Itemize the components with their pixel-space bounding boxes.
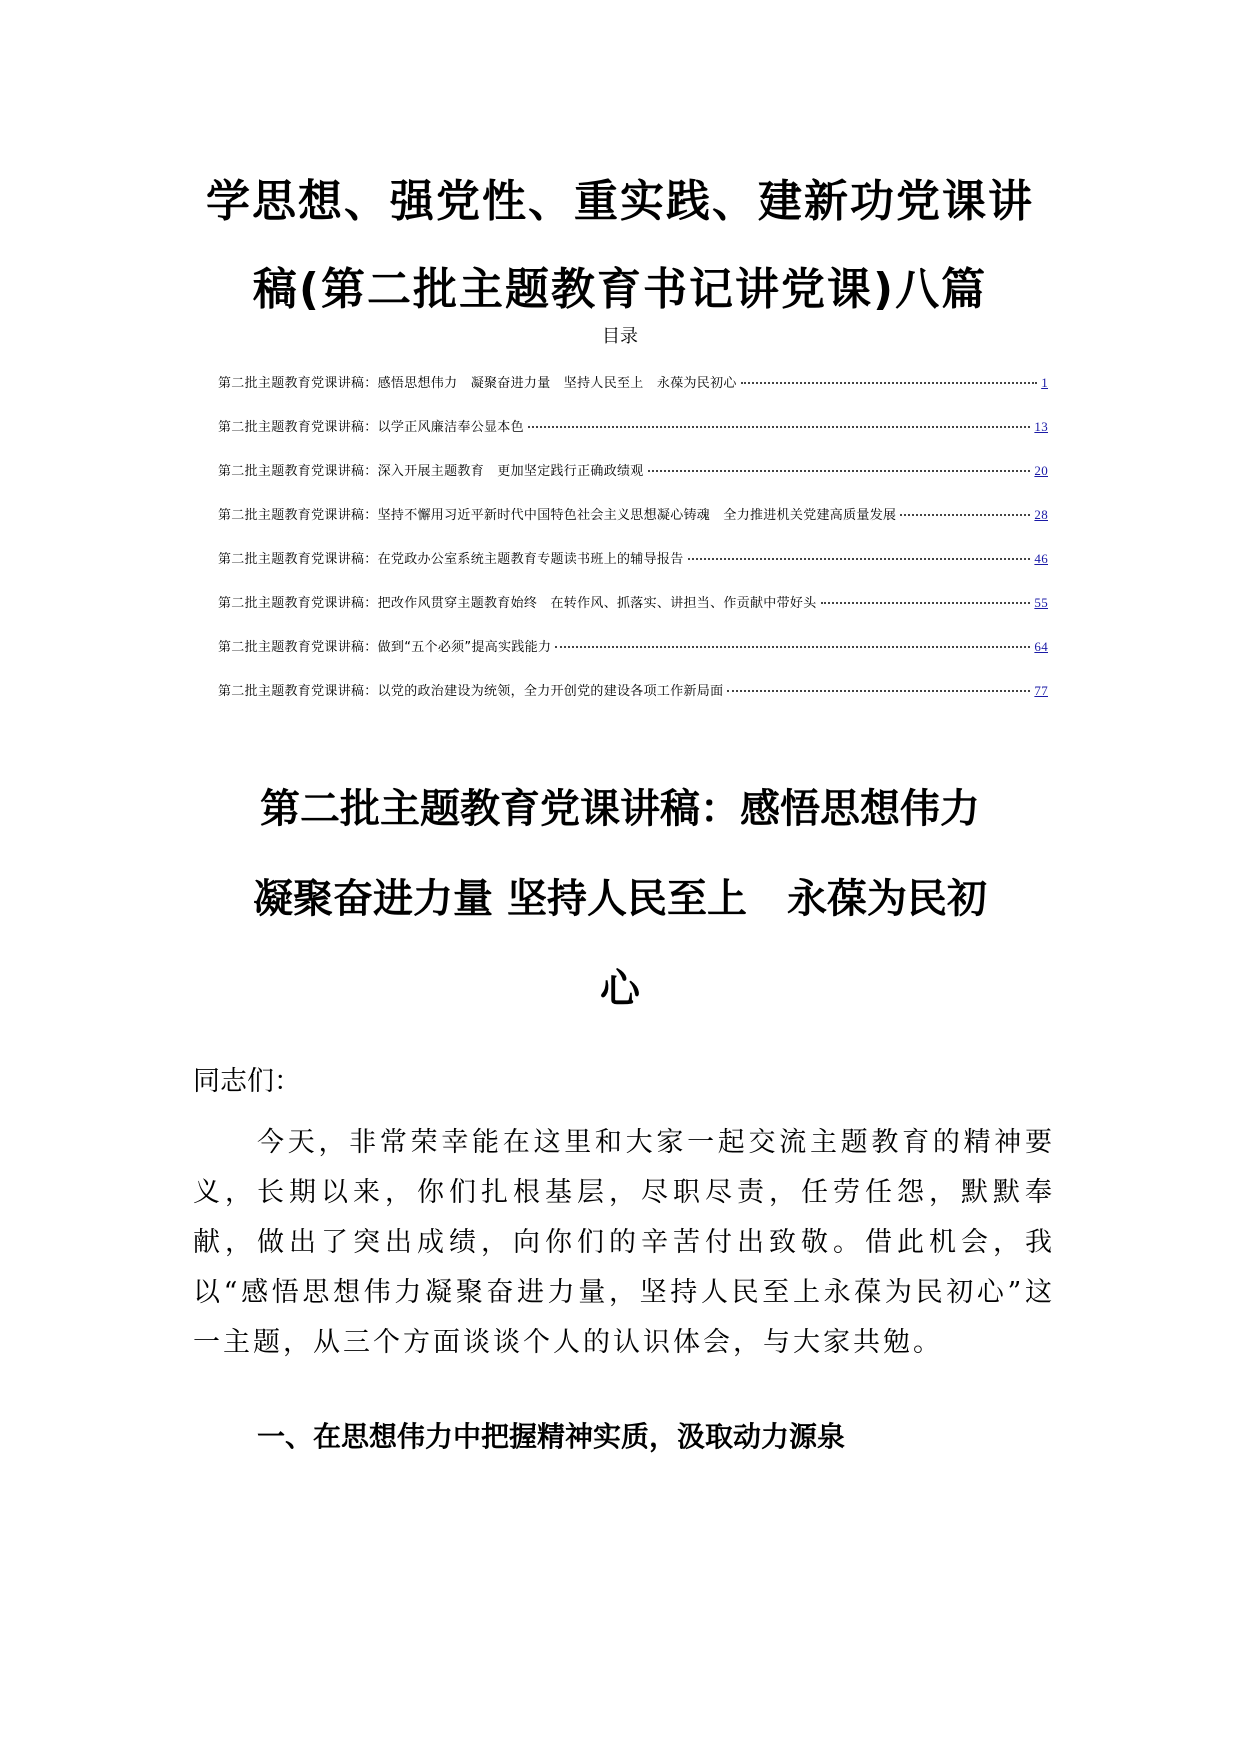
- section-title-line-3: 心: [600, 966, 640, 1012]
- toc-entry[interactable]: [218, 592, 1048, 636]
- toc-entry-text: 第二批主题教育党课讲稿：在党政办公室系统主题教育专题读书班上的辅导报告: [218, 552, 684, 567]
- toc-page-link[interactable]: 28: [1034, 507, 1048, 522]
- section-title: [150, 764, 1090, 1034]
- toc-leader-dots: [741, 382, 1037, 384]
- toc-page-link[interactable]: 64: [1034, 639, 1048, 654]
- section-title-line-2: 凝聚奋进力量 坚持人民至上 永葆为民初: [253, 876, 987, 922]
- toc-entry[interactable]: [218, 548, 1048, 592]
- toc-entry-text: 第二批主题教育党课讲稿：以学正风廉洁奉公显本色: [218, 420, 524, 435]
- toc-leader-dots: [821, 602, 1031, 604]
- toc-entry[interactable]: [218, 504, 1048, 548]
- toc-entry[interactable]: [218, 460, 1048, 504]
- toc-leader-dots: [555, 646, 1030, 648]
- toc-entry[interactable]: [218, 636, 1048, 680]
- table-of-contents: [218, 372, 1048, 724]
- toc-page-link[interactable]: 55: [1034, 595, 1048, 610]
- document-title-line-2: 稿(第二批主题教育书记讲党课)八篇: [252, 264, 988, 315]
- toc-entry-text: 第二批主题教育党课讲稿：感悟思想伟力 凝聚奋进力量 坚持人民至上 永葆为民初心: [218, 376, 737, 391]
- toc-leader-dots: [648, 470, 1031, 472]
- toc-entry[interactable]: [218, 416, 1048, 460]
- toc-entry-text: 第二批主题教育党课讲稿：做到“五个必须”提高实践能力: [218, 640, 552, 655]
- toc-entry-text: 第二批主题教育党课讲稿：以党的政治建设为统领，全力开创党的建设各项工作新局面: [218, 684, 724, 699]
- toc-entry-text: 第二批主题教育党课讲稿：把改作风贯穿主题教育始终 在转作风、抓落实、讲担当、作贡献中带好头: [218, 596, 817, 611]
- toc-heading: 目录: [602, 326, 638, 347]
- toc-page-link[interactable]: 13: [1034, 419, 1048, 434]
- toc-page-link[interactable]: 46: [1034, 551, 1048, 566]
- toc-entry-text: 第二批主题教育党课讲稿：深入开展主题教育 更加坚定践行正确政绩观: [218, 464, 644, 479]
- section-title-line-1: 第二批主题教育党课讲稿：感悟思想伟力: [260, 786, 980, 832]
- toc-leader-dots: [900, 514, 1030, 516]
- toc-leader-dots: [688, 558, 1031, 560]
- body-paragraph: 今天，非常荣幸能在这里和大家一起交流主题教育的精神要义，长期以来，你们扎根基层，尽职尽责，任劳任怨，默默奉献，做出了突出成绩，向你们的辛苦付出致敬。借此机会，我以“感悟思想伟力凝聚奋进力量，坚持人民至上永葆为民初心”这一主题，从三个方面谈谈个人的认识体会，与大家共勉。: [193, 1127, 1055, 1358]
- toc-leader-dots: [528, 426, 1030, 428]
- toc-page-link[interactable]: 20: [1034, 463, 1048, 478]
- document-title-line-1: 学思想、强党性、重实践、建新功党课讲: [206, 176, 1034, 227]
- subheading: 一、在思想伟力中把握精神实质，汲取动力源泉: [257, 1420, 846, 1453]
- greeting: 同志们：: [193, 1066, 301, 1097]
- toc-entry[interactable]: [218, 372, 1048, 416]
- toc-page-link[interactable]: 77: [1034, 683, 1048, 698]
- toc-entry-text: 第二批主题教育党课讲稿：坚持不懈用习近平新时代中国特色社会主义思想凝心铸魂 全力推进机关党建高质量发展: [218, 508, 897, 523]
- toc-leader-dots: [727, 690, 1030, 692]
- document-title: [150, 158, 1090, 334]
- toc-entry[interactable]: [218, 680, 1048, 724]
- toc-page-link[interactable]: 1: [1041, 375, 1048, 390]
